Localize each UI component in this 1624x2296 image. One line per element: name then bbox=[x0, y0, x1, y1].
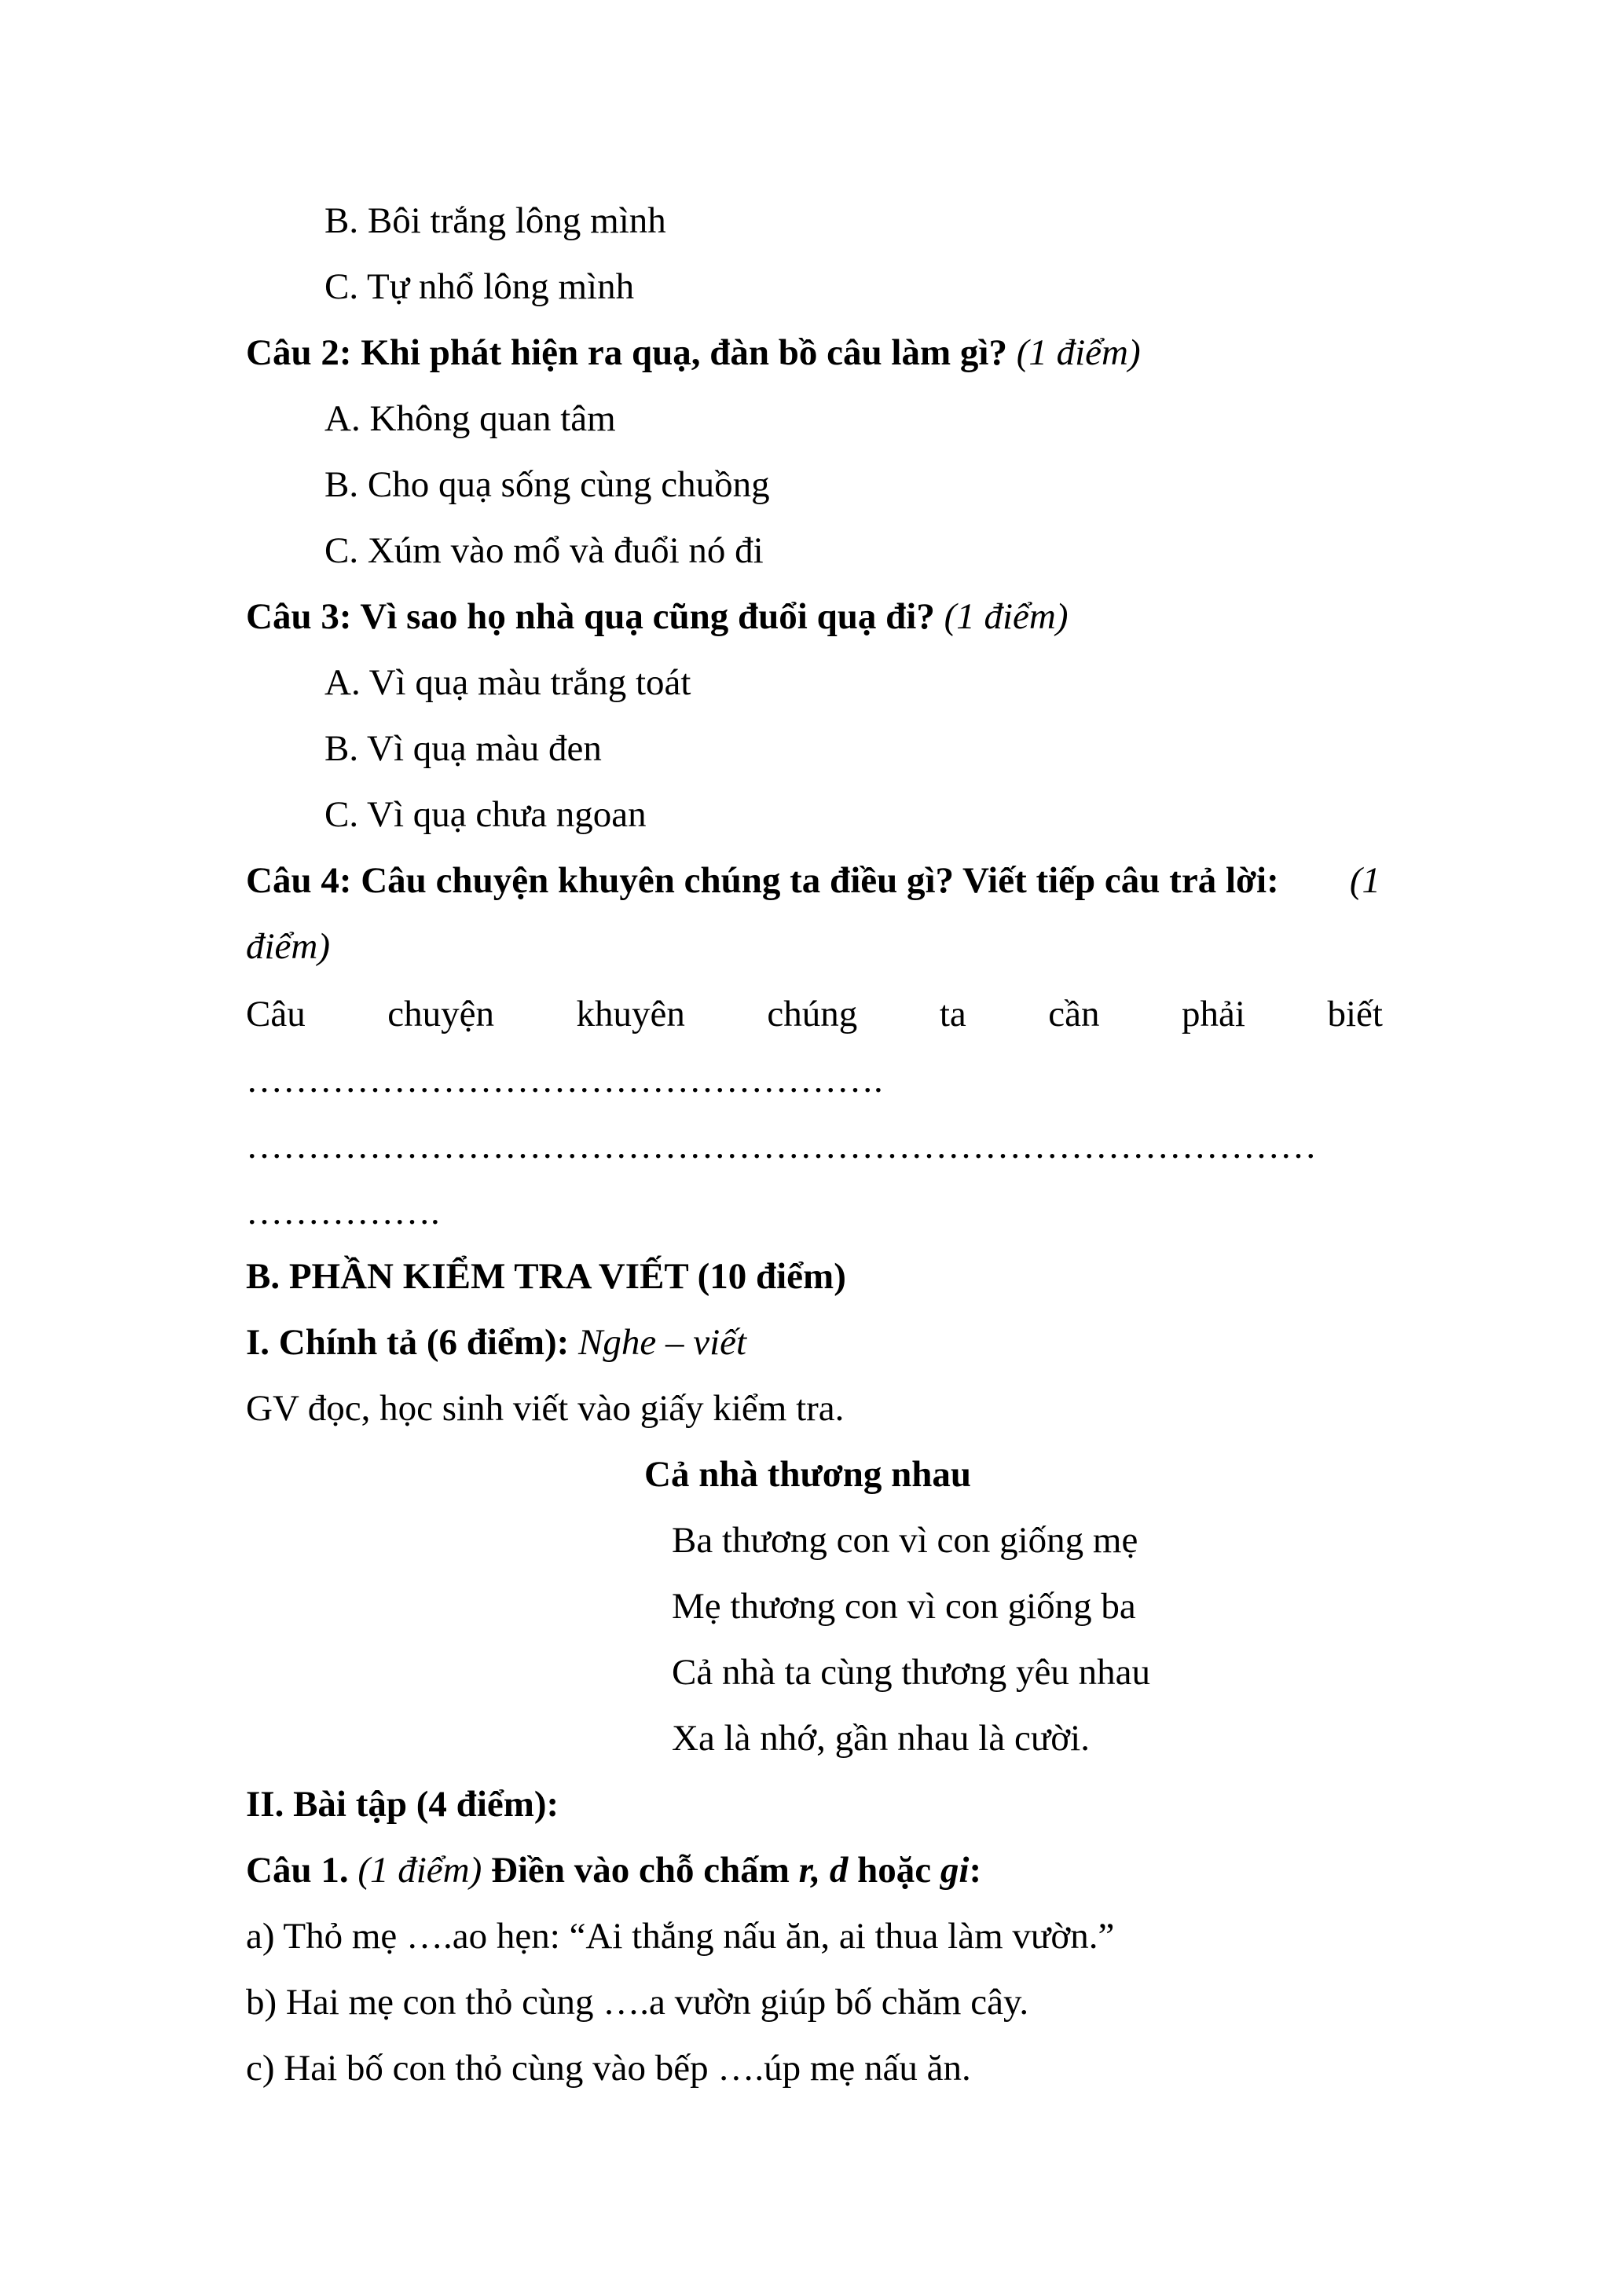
exercise-item-b: b) Hai mẹ con thỏ cùng ….a vườn giúp bố chăm cây. bbox=[246, 1982, 1029, 2023]
exercise-1-gi: gi bbox=[940, 1850, 970, 1891]
dictation-mode: Nghe – viết bbox=[578, 1322, 747, 1363]
exercise-item-c: c) Hai bố con thỏ cùng vào bếp ….úp mẹ nấu ăn. bbox=[246, 2048, 971, 2089]
answer-word: chúng bbox=[767, 994, 858, 1034]
poem-line: Xa là nhớ, gần nhau là cười. bbox=[672, 1718, 1090, 1759]
exercise-1-letters: r, d bbox=[798, 1850, 849, 1891]
q3-option-c: C. Vì quạ chưa ngoan bbox=[324, 794, 647, 835]
question-3-title: Câu 3: Vì sao họ nhà quạ cũng đuổi quạ đi? bbox=[246, 596, 935, 637]
question-4-points-start: (1 bbox=[1349, 860, 1380, 901]
question-3-points: (1 điểm) bbox=[944, 596, 1069, 637]
exercise-item-a: a) Thỏ mẹ ….ao hẹn: “Ai thắng nấu ăn, ai thua làm vườn.” bbox=[246, 1916, 1115, 1957]
q3-option-a: A. Vì quạ màu trắng toát bbox=[324, 662, 691, 703]
exercise-1-or: hoặc bbox=[857, 1850, 932, 1891]
poem-title: Cả nhà thương nhau bbox=[644, 1454, 972, 1495]
question-2-points: (1 điểm) bbox=[1016, 332, 1141, 373]
answer-word: khuyên bbox=[576, 994, 685, 1034]
q2-option-c: C. Xúm vào mổ và đuổi nó đi bbox=[324, 530, 764, 571]
answer-word: Câu bbox=[246, 994, 306, 1034]
question-4-title: Câu 4: Câu chuyện khuyên chúng ta điều gì? Viết tiếp câu trả lời: bbox=[246, 860, 1279, 901]
answer-word: phải bbox=[1182, 994, 1245, 1034]
question-2 bbox=[246, 332, 1141, 373]
question-4-points-end: điểm) bbox=[246, 926, 331, 967]
exercise-1-label: Câu 1. bbox=[246, 1850, 349, 1891]
answer-dots-line-1: ……………………………………………. bbox=[246, 1060, 883, 1100]
answer-word: chuyện bbox=[387, 994, 494, 1034]
exercise-1-colon: : bbox=[969, 1850, 982, 1891]
q2-option-a: A. Không quan tâm bbox=[324, 398, 616, 439]
exercises-title: II. Bài tập (4 điểm): bbox=[246, 1784, 559, 1825]
exercise-1-text: Điền vào chỗ chấm bbox=[491, 1850, 790, 1891]
q2-option-b: B. Cho quạ sống cùng chuồng bbox=[324, 464, 770, 505]
section-b-title: B. PHẦN KIỂM TRA VIẾT (10 điểm) bbox=[246, 1256, 846, 1297]
dictation-heading bbox=[246, 1324, 746, 1361]
answer-word: cần bbox=[1048, 994, 1100, 1034]
poem-line: Cả nhà ta cùng thương yêu nhau bbox=[672, 1652, 1150, 1693]
q1-option-b: B. Bôi trắng lông mình bbox=[324, 200, 666, 241]
answer-word: biết bbox=[1327, 994, 1383, 1034]
poem-line: Mẹ thương con vì con giống ba bbox=[672, 1586, 1136, 1627]
answer-word: ta bbox=[939, 994, 966, 1034]
answer-dots-line-2: …………………………………………………………………………… bbox=[246, 1126, 1317, 1166]
dictation-instruction: GV đọc, học sinh viết vào giấy kiểm tra. bbox=[246, 1388, 845, 1429]
poem-line: Ba thương con vì con giống mẹ bbox=[672, 1520, 1138, 1561]
answer-dots-line-3: ……………. bbox=[246, 1192, 440, 1232]
answer-prompt bbox=[246, 996, 1383, 1033]
exercise-1-points: (1 điểm) bbox=[357, 1850, 482, 1891]
q3-option-b: B. Vì quạ màu đen bbox=[324, 728, 602, 769]
q1-option-c: C. Tự nhổ lông mình bbox=[324, 266, 635, 307]
question-2-title: Câu 2: Khi phát hiện ra quạ, đàn bồ câu làm gì? bbox=[246, 332, 1007, 373]
question-3 bbox=[246, 596, 1069, 637]
exercise-1-heading bbox=[246, 1852, 981, 1889]
dictation-title: I. Chính tả (6 điểm): bbox=[246, 1322, 570, 1363]
